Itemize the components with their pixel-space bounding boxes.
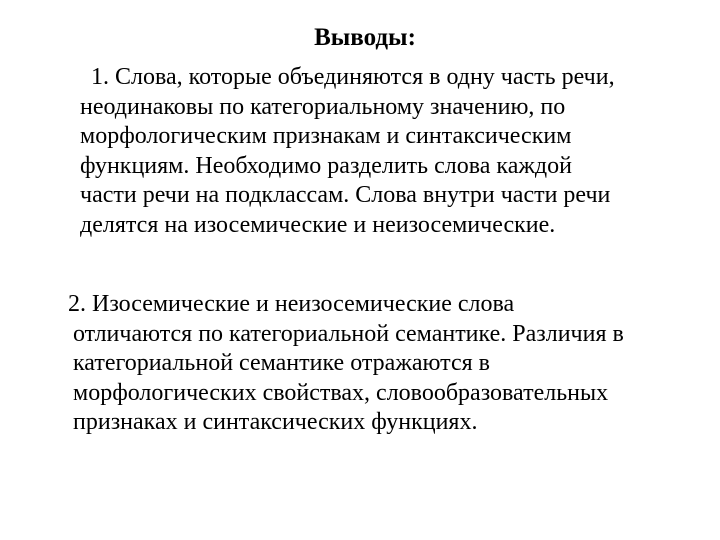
paragraph-2-line-3: категориальной семантике отражаются в xyxy=(73,350,490,376)
paragraph-1-line-5: части речи на подклассам. Слова внутри части речи xyxy=(80,182,611,208)
paragraph-2-line-1: 2. Изосемические и неизосемические слова xyxy=(68,291,515,317)
paragraph-1-line-4: функциям. Необходимо разделить слова каждой xyxy=(80,152,572,179)
paragraph-1-line-6: делятся на изосемические и неизосемические. xyxy=(80,211,556,238)
conclusion-paragraph-1 xyxy=(80,63,615,240)
paragraph-1-line-2: неодинаковы по категориальному значению, по xyxy=(80,93,566,120)
paragraph-1-line-1: 1. Слова, которые объединяются в одну часть речи, xyxy=(91,64,615,90)
paragraph-2-line-2: отличаются по категориальной семантике. Различия в xyxy=(73,320,624,347)
paragraph-1-line-3: морфологическим признакам и синтаксическим xyxy=(80,123,572,149)
slide-title: Выводы: xyxy=(314,24,416,51)
paragraph-2-line-4: морфологических свойствах, словообразовательных xyxy=(73,379,609,406)
conclusion-paragraph-2 xyxy=(68,290,624,438)
paragraph-2-line-5: признаках и синтаксических функциях. xyxy=(73,409,478,435)
